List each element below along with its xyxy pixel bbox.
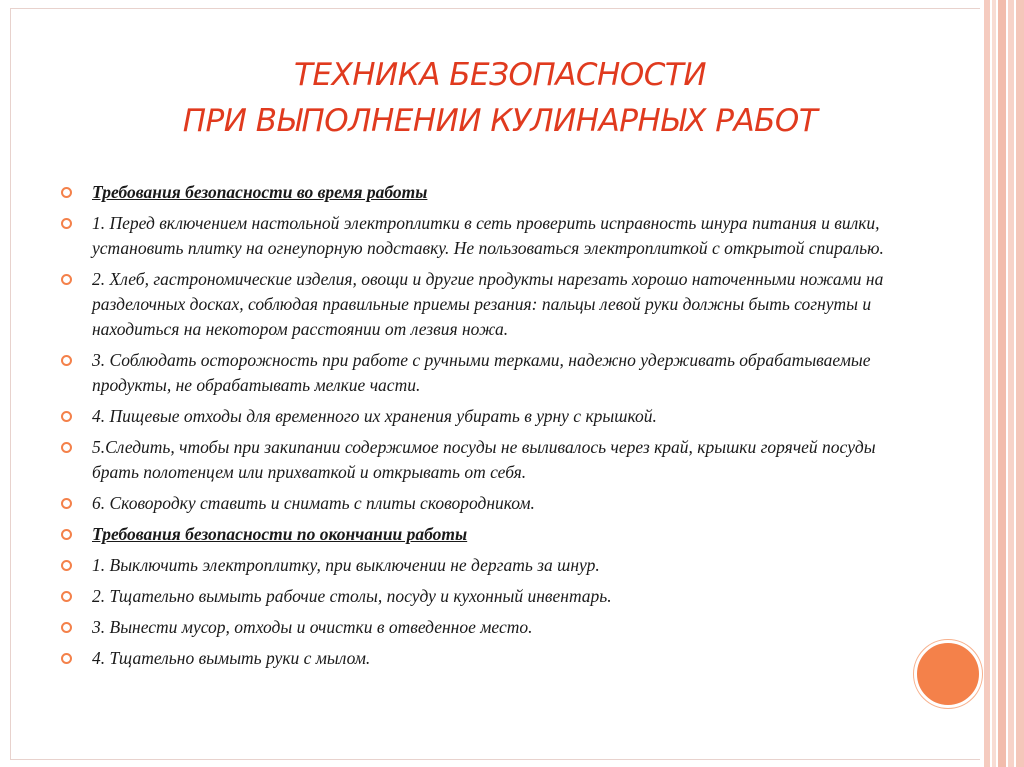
bullet-ring-icon	[61, 218, 72, 229]
stripe	[984, 0, 990, 767]
bullet-list	[58, 180, 898, 677]
list-item	[58, 584, 898, 609]
list-item	[58, 348, 898, 398]
list-item	[58, 404, 898, 429]
list-item-text: 4. Пищевые отходы для временного их хранения убирать в урну с крышкой.	[92, 406, 657, 426]
list-item-text: Требования безопасности во время работы	[92, 182, 428, 202]
bullet-ring-icon	[61, 622, 72, 633]
list-item	[58, 522, 898, 547]
list-item	[58, 553, 898, 578]
bullet-ring-icon	[61, 591, 72, 602]
stripe	[1016, 0, 1024, 767]
list-item	[58, 615, 898, 640]
stripe	[992, 0, 996, 767]
list-item-text: 3. Вынести мусор, отходы и очистки в отведенное место.	[92, 617, 533, 637]
list-item-text: 3. Соблюдать осторожность при работе с ручными терками, надежно удерживать обрабатываемые продукты, не обрабатывать мелкие части.	[92, 350, 871, 395]
list-item	[58, 180, 898, 205]
bullet-ring-icon	[61, 560, 72, 571]
bullet-ring-icon	[61, 529, 72, 540]
decorative-stripes	[980, 0, 1024, 767]
list-item	[58, 435, 898, 485]
slide-title	[120, 52, 880, 144]
list-item-text: 4. Тщательно вымыть руки с мылом.	[92, 648, 371, 668]
title-line-1: ТЕХНИКА БЕЗОПАСНОСТИ	[293, 57, 707, 93]
list-item-text: 2. Хлеб, гастрономические изделия, овощи и другие продукты нарезать хорошо наточенными ножами на разделочных досках, соблюдая правильные приемы резания: пальцы левой руки должны быть согнуты и находиться на некотором расстоянии от лезвия ножа.	[92, 269, 884, 339]
stripe	[1008, 0, 1014, 767]
bullet-ring-icon	[61, 411, 72, 422]
decorative-circle	[914, 640, 982, 708]
bullet-ring-icon	[61, 274, 72, 285]
bullet-ring-icon	[61, 498, 72, 509]
list-item	[58, 491, 898, 516]
bullet-ring-icon	[61, 442, 72, 453]
list-item-text: 6. Сковородку ставить и снимать с плиты сковородником.	[92, 493, 535, 513]
list-item	[58, 211, 898, 261]
stripe	[998, 0, 1006, 767]
list-item-text: Требования безопасности по окончании работы	[92, 524, 468, 544]
list-item-text: 5.Следить, чтобы при закипании содержимое посуды не выливалось через край, крышки горячей посуды брать полотенцем или прихваткой и открывать от себя.	[92, 437, 876, 482]
bullet-ring-icon	[61, 653, 72, 664]
list-item	[58, 646, 898, 671]
list-item	[58, 267, 898, 342]
title-line-2: ПРИ ВЫПОЛНЕНИИ КУЛИНАРНЫХ РАБОТ	[182, 103, 818, 139]
bullet-ring-icon	[61, 355, 72, 366]
list-item-text: 2. Тщательно вымыть рабочие столы, посуду и кухонный инвентарь.	[92, 586, 612, 606]
list-item-text: 1. Выключить электроплитку, при выключении не дергать за шнур.	[92, 555, 600, 575]
bullet-ring-icon	[61, 187, 72, 198]
list-item-text: 1. Перед включением настольной электроплитки в сеть проверить исправность шнура питания и вилки, установить плитку на огнеупорную подставку. Не пользоваться электроплиткой с открытой спиралью.	[92, 213, 884, 258]
